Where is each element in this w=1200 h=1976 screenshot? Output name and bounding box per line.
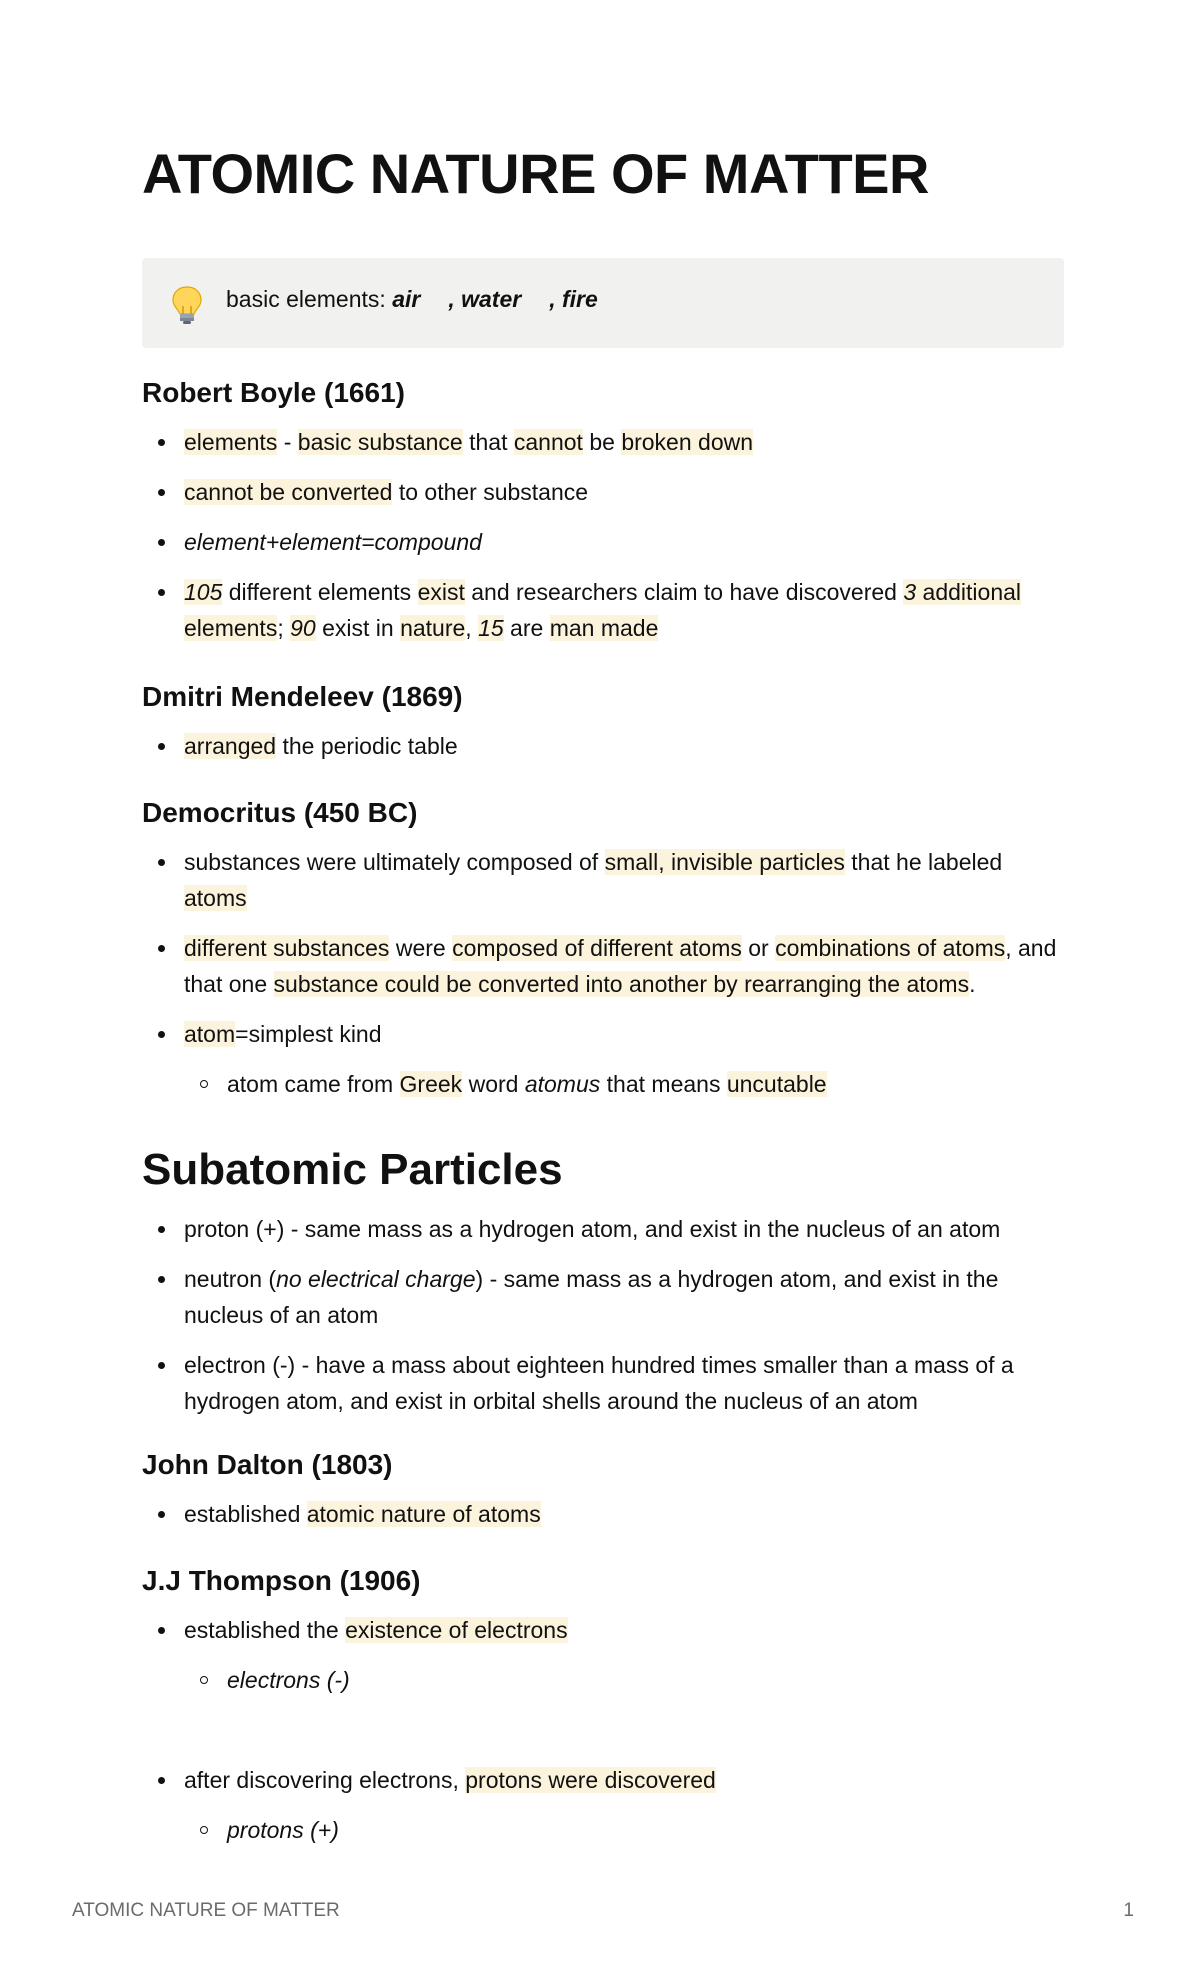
list-item: elements - basic substance that cannot be broken down (142, 424, 1072, 460)
boyle-list (142, 424, 1072, 646)
callout-text: basic elements: air , water , fire (226, 286, 598, 312)
thompson-list (142, 1612, 1072, 1848)
heading-boyle: Robert Boyle (1661) (142, 377, 405, 408)
list-item: proton (+) - same mass as a hydrogen atom, and exist in the nucleus of an atom (142, 1211, 1072, 1247)
section-boyle (142, 376, 1072, 646)
list-item: arranged the periodic table (142, 728, 1072, 764)
list-item: cannot be converted to other substance (142, 474, 1072, 510)
section-thompson (142, 1564, 1072, 1848)
lightbulb-icon (170, 284, 204, 326)
section-subatomic (142, 1144, 1072, 1419)
heading-thompson: J.J Thompson (1906) (142, 1565, 421, 1596)
section-mendeleev (142, 680, 1072, 764)
list-item: substances were ultimately composed of small, invisible particles that he labeled atoms (142, 844, 1072, 916)
list-item: established the existence of electrons (142, 1612, 1072, 1648)
list-item: electron (-) - have a mass about eighteen hundred times smaller than a mass of a hydrogen atom, and exist in orbital shells around the nucleus of an atom (142, 1347, 1072, 1419)
callout-box (142, 258, 1064, 348)
list-item: 105 different elements exist and researchers claim to have discovered 3 additional elements; 90 exist in nature, 15 are man made (142, 574, 1072, 646)
page-title: ATOMIC NATURE OF MATTER (142, 142, 929, 205)
sub-list-item: protons (+) (142, 1812, 1072, 1848)
list-item: after discovering electrons, protons were discovered (142, 1762, 1072, 1798)
heading-democritus: Democritus (450 BC) (142, 797, 418, 828)
page-number: 1 (1123, 1900, 1134, 1921)
sub-list-item: electrons (-) (142, 1662, 1072, 1698)
list-item: established atomic nature of atoms (142, 1496, 1072, 1532)
heading-subatomic: Subatomic Particles (142, 1145, 563, 1194)
section-dalton (142, 1448, 1072, 1532)
list-item: neutron (no electrical charge) - same mass as a hydrogen atom, and exist in the nucleus of an atom (142, 1261, 1072, 1333)
mendeleev-list (142, 728, 1072, 764)
section-democritus (142, 796, 1072, 1102)
dalton-list (142, 1496, 1072, 1532)
list-item: different substances were composed of different atoms or combinations of atoms, and that one substance could be converted into another by rearranging the atoms. (142, 930, 1072, 1002)
list-item: atom=simplest kind (142, 1016, 1072, 1052)
heading-dalton: John Dalton (1803) (142, 1449, 393, 1480)
sub-list-item: atom came from Greek word atomus that means uncutable (142, 1066, 1072, 1102)
element-air: air (392, 286, 421, 312)
heading-mendeleev: Dmitri Mendeleev (1869) (142, 681, 463, 712)
footer-title: ATOMIC NATURE OF MATTER (72, 1900, 340, 1921)
democritus-list (142, 844, 1072, 1102)
element-water: , water (448, 286, 522, 312)
list-item: element+element=compound (142, 524, 1072, 560)
element-fire: , fire (549, 286, 598, 312)
subatomic-list (142, 1211, 1072, 1419)
